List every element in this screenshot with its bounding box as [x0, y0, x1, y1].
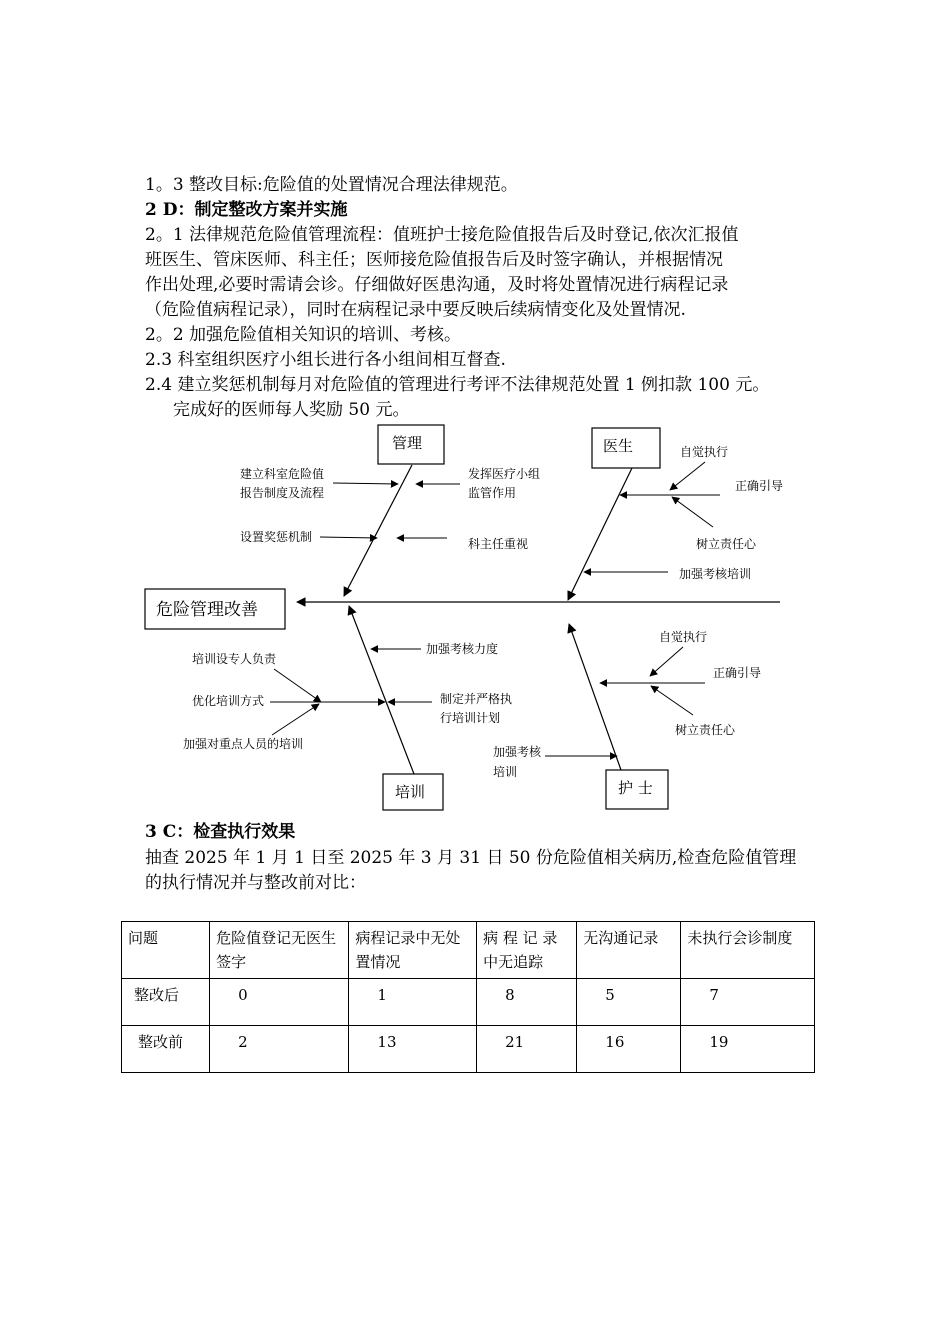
training-arrow-4 — [272, 704, 319, 735]
table-cell: 0 — [210, 979, 349, 1026]
training-arrow-2 — [274, 669, 321, 702]
nurse-cause-3: 树立责任心 — [675, 723, 736, 737]
paragraph-2-1-line1: 2。1 法律规范危险值管理流程：值班护士接危险值报告后及时登记,依次汇报值 — [145, 225, 739, 245]
training-cause-3: 优化培训方式 — [192, 694, 265, 708]
table-cell: 16 — [577, 1026, 681, 1073]
doctor-arrow-3 — [672, 497, 713, 527]
doctor-cause-4: 加强考核培训 — [679, 567, 752, 581]
paragraph-3-line2: 的执行情况并与整改前对比： — [145, 873, 366, 893]
training-cause-2: 培训设专人负责 — [192, 652, 277, 666]
management-cause-2-line2: 监管作用 — [468, 486, 517, 500]
paragraph-3-line1: 抽查 2025 年 1 月 1 日至 2025 年 3 月 31 日 50 份危险值相关病历,检查危险值管理 — [145, 848, 797, 868]
table-header-row — [122, 922, 815, 979]
paragraph-2-1-line2: 班医生、管床医师、科主任；医师接危险值报告后及时签字确认，并根据情况 — [145, 250, 723, 270]
doctor-cause-1: 自觉执行 — [680, 445, 729, 459]
table-header-cell: 病 程 记 录中无追踪 — [477, 922, 577, 979]
paragraph-1-3: 1。3 整改目标:危险值的处置情况合理法律规范。 — [145, 175, 518, 195]
management-cause-1-line2: 报告制度及流程 — [240, 486, 325, 500]
fishbone-head-label: 危险管理改善 — [156, 600, 258, 620]
doctor-cause-2: 正确引导 — [735, 479, 784, 493]
table-row — [122, 1026, 815, 1073]
paragraph-2-4-line1: 2.4 建立奖惩机制每月对危险值的管理进行考评不法律规范处置 1 例扣款 100 元。 — [145, 375, 770, 395]
table-cell: 21 — [477, 1026, 577, 1073]
management-cause-3: 设置奖惩机制 — [240, 530, 313, 544]
comparison-table — [121, 921, 815, 1073]
management-arrow-3 — [320, 537, 377, 538]
training-cause-5-line2: 行培训计划 — [440, 711, 501, 725]
table-cell: 1 — [349, 979, 477, 1026]
training-bone — [349, 606, 414, 774]
nurse-bone — [569, 624, 621, 770]
management-cause-4: 科主任重视 — [468, 537, 529, 551]
nurse-cause-4-line2: 培训 — [493, 765, 518, 779]
table-cell: 8 — [477, 979, 577, 1026]
table-row-label: 整改前 — [122, 1026, 210, 1073]
training-cause-4: 加强对重点人员的培训 — [183, 737, 304, 751]
table-header-cell: 危险值登记无医生签字 — [210, 922, 349, 979]
training-cause-1: 加强考核力度 — [426, 642, 499, 656]
management-bone — [344, 465, 412, 596]
nurse-cause-1: 自觉执行 — [659, 630, 708, 644]
table-cell: 7 — [681, 979, 815, 1026]
table-cell: 2 — [210, 1026, 349, 1073]
table-header-cell: 未执行会诊制度 — [681, 922, 815, 979]
doctor-arrow-1 — [670, 462, 705, 490]
table-row — [122, 979, 815, 1026]
training-title: 培训 — [395, 783, 426, 801]
paragraph-2-1-line4: （危险值病程记录），同时在病程记录中要反映后续病情变化及处置情况. — [145, 300, 686, 320]
section-heading-3: 3 C：检查执行效果 — [145, 822, 296, 842]
table-header-cell: 病程记录中无处置情况 — [349, 922, 477, 979]
fishbone-diagram — [0, 415, 950, 825]
nurse-title: 护 士 — [618, 779, 653, 797]
nurse-cause-4-line1: 加强考核 — [493, 745, 542, 759]
management-arrow-1 — [333, 483, 398, 484]
nurse-arrow-3 — [651, 686, 693, 715]
paragraph-2-3: 2.3 科室组织医疗小组长进行各小组间相互督查. — [145, 350, 506, 370]
management-cause-2-line1: 发挥医疗小组 — [468, 467, 541, 481]
table-cell: 13 — [349, 1026, 477, 1073]
paragraph-2-2: 2。2 加强危险值相关知识的培训、考核。 — [145, 325, 462, 345]
paragraph-2-4-line2: 完成好的医师每人奖励 50 元。 — [173, 400, 410, 420]
table-row-label: 整改后 — [122, 979, 210, 1026]
table-header-cell: 无沟通记录 — [577, 922, 681, 979]
table-cell: 5 — [577, 979, 681, 1026]
section-heading-2: 2 D：制定整改方案并实施 — [145, 200, 348, 220]
training-cause-5-line1: 制定并严格执 — [440, 692, 513, 706]
doctor-title: 医生 — [603, 437, 634, 455]
nurse-arrow-1 — [650, 647, 683, 676]
paragraph-2-1-line3: 作出处理,必要时需请会诊。仔细做好医患沟通，及时将处置情况进行病程记录 — [145, 275, 729, 295]
doctor-cause-3: 树立责任心 — [696, 537, 757, 551]
table-header-cell: 问题 — [122, 922, 210, 979]
table-cell: 19 — [681, 1026, 815, 1073]
doctor-bone — [568, 468, 632, 600]
nurse-cause-2: 正确引导 — [713, 666, 762, 680]
management-cause-1-line1: 建立科室危险值 — [240, 467, 325, 481]
management-title: 管理 — [392, 434, 423, 452]
